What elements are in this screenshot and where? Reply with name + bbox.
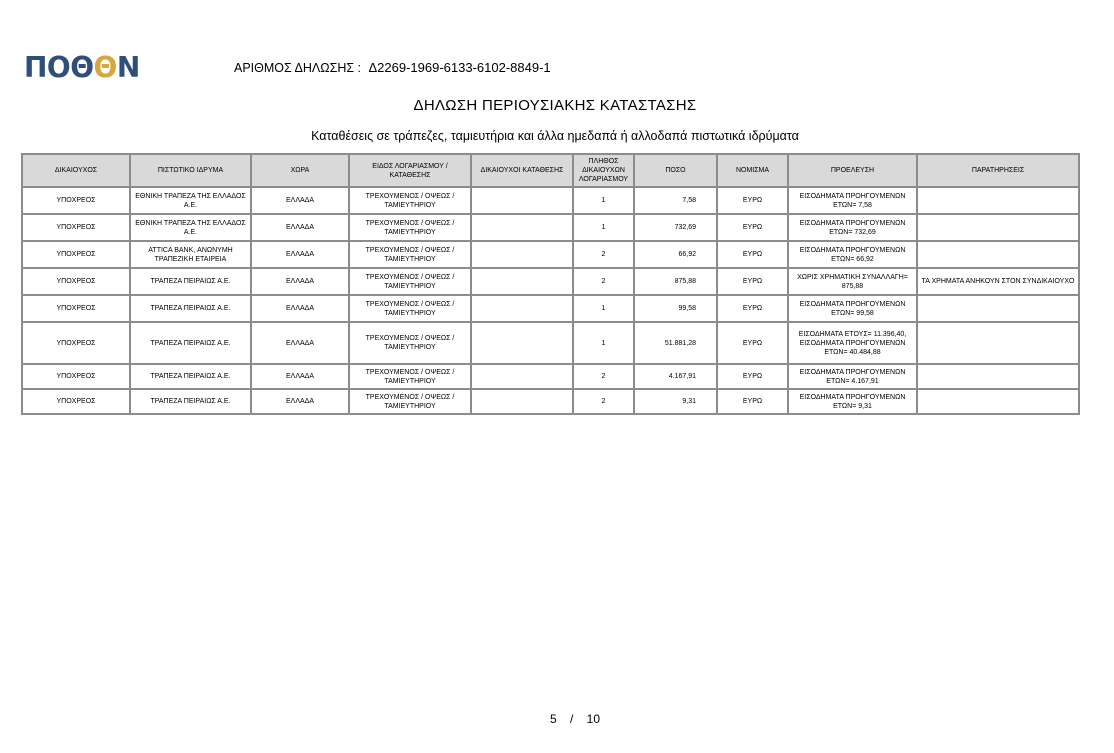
table-cell — [917, 214, 1079, 241]
page-title: ΔΗΛΩΣΗ ΠΕΡΙΟΥΣΙΑΚΗΣ ΚΑΤΑΣΤΑΣΗΣ — [413, 97, 697, 114]
table-cell: 66,92 — [634, 241, 717, 268]
column-header: ΠΙΣΤΩΤΙΚΟ ΙΔΡΥΜΑ — [130, 154, 251, 187]
declaration-number-line — [234, 60, 551, 75]
table-cell: ΕΙΣΟΔΗΜΑΤΑ ΠΡΟΗΓΟΥΜΕΝΩΝ ΕΤΩΝ= 99,58 — [788, 295, 917, 322]
table-cell — [471, 241, 573, 268]
table-cell: ΕΘΝΙΚΗ ΤΡΑΠΕΖΑ ΤΗΣ ΕΛΛΑΔΟΣ Α.Ε. — [130, 214, 251, 241]
column-header: ΔΙΚΑΙΟΥΧΟΣ — [22, 154, 130, 187]
table-cell: ΕΥΡΩ — [717, 295, 788, 322]
column-header: ΠΛΗΘΟΣ ΔΙΚΑΙΟΥΧΩΝ ΛΟΓΑΡΙΑΣΜΟΥ — [573, 154, 634, 187]
table-cell: ΕΙΣΟΔΗΜΑΤΑ ΠΡΟΗΓΟΥΜΕΝΩΝ ΕΤΩΝ= 4.167,91 — [788, 364, 917, 389]
table-cell: ΤΡΕΧΟΥΜΕΝΟΣ / ΟΨΕΩΣ / ΤΑΜΙΕΥΤΗΡΙΟΥ — [349, 322, 471, 364]
table-cell: ΕΘΝΙΚΗ ΤΡΑΠΕΖΑ ΤΗΣ ΕΛΛΑΔΟΣ Α.Ε. — [130, 187, 251, 214]
table-cell: ΥΠΟΧΡΕΟΣ — [22, 295, 130, 322]
table-cell: 4.167,91 — [634, 364, 717, 389]
table-cell: ΥΠΟΧΡΕΟΣ — [22, 389, 130, 414]
table-row — [22, 214, 1079, 241]
declaration-number: Δ2269-1969-6133-6102-8849-1 — [368, 60, 551, 75]
table-cell: ΥΠΟΧΡΕΟΣ — [22, 364, 130, 389]
column-header: ΕΙΔΟΣ ΛΟΓΑΡΙΑΣΜΟΥ / ΚΑΤΑΘΕΣΗΣ — [349, 154, 471, 187]
table-cell: ΕΙΣΟΔΗΜΑΤΑ ΠΡΟΗΓΟΥΜΕΝΩΝ ΕΤΩΝ= 7,58 — [788, 187, 917, 214]
column-header: ΠΑΡΑΤΗΡΗΣΕΙΣ — [917, 154, 1079, 187]
table-cell: ΕΛΛΑΔΑ — [251, 268, 349, 295]
table-cell: 1 — [573, 295, 634, 322]
table-cell: ΤΡΕΧΟΥΜΕΝΟΣ / ΟΨΕΩΣ / ΤΑΜΙΕΥΤΗΡΙΟΥ — [349, 187, 471, 214]
pagination — [0, 712, 1114, 726]
table-cell: ΕΙΣΟΔΗΜΑΤΑ ΠΡΟΗΓΟΥΜΕΝΩΝ ΕΤΩΝ= 732,69 — [788, 214, 917, 241]
table-cell — [471, 389, 573, 414]
table-cell: ΤΡΑΠΕΖΑ ΠΕΙΡΑΙΩΣ Α.Ε. — [130, 364, 251, 389]
table-cell: ΕΥΡΩ — [717, 241, 788, 268]
table-cell: ΤΑ ΧΡΗΜΑΤΑ ΑΝΗΚΟΥΝ ΣΤΟΝ ΣΥΝΔΙΚΑΙΟΥΧΟ — [917, 268, 1079, 295]
table-cell: ΕΙΣΟΔΗΜΑΤΑ ΠΡΟΗΓΟΥΜΕΝΩΝ ΕΤΩΝ= 66,92 — [788, 241, 917, 268]
table-cell: 99,58 — [634, 295, 717, 322]
table-cell: ΤΡΕΧΟΥΜΕΝΟΣ / ΟΨΕΩΣ / ΤΑΜΙΕΥΤΗΡΙΟΥ — [349, 364, 471, 389]
section-subtitle: Καταθέσεις σε τράπεζες, ταμιευτήρια και άλλα ημεδαπά ή αλλοδαπά πιστωτικά ιδρύματα — [311, 129, 799, 143]
table-cell: ΕΥΡΩ — [717, 389, 788, 414]
table-cell: ΕΛΛΑΔΑ — [251, 241, 349, 268]
table-row — [22, 364, 1079, 389]
table-cell: ΧΩΡΙΣ ΧΡΗΜΑΤΙΚΗ ΣΥΝΑΛΛΑΓΗ= 875,88 — [788, 268, 917, 295]
table-cell: ΕΛΛΑΔΑ — [251, 187, 349, 214]
table-cell — [471, 214, 573, 241]
deposits-table — [21, 153, 1080, 415]
table-cell: 1 — [573, 187, 634, 214]
table-cell: ΤΡΕΧΟΥΜΕΝΟΣ / ΟΨΕΩΣ / ΤΑΜΙΕΥΤΗΡΙΟΥ — [349, 389, 471, 414]
table-cell: ΥΠΟΧΡΕΟΣ — [22, 268, 130, 295]
column-header: ΠΡΟΕΛΕΥΣΗ — [788, 154, 917, 187]
table-cell: ΕΥΡΩ — [717, 268, 788, 295]
table-cell — [471, 364, 573, 389]
pothen-logo — [24, 52, 140, 84]
table-cell: 2 — [573, 268, 634, 295]
table-cell: ΤΡΕΧΟΥΜΕΝΟΣ / ΟΨΕΩΣ / ΤΑΜΙΕΥΤΗΡΙΟΥ — [349, 241, 471, 268]
table-cell: ΤΡΕΧΟΥΜΕΝΟΣ / ΟΨΕΩΣ / ΤΑΜΙΕΥΤΗΡΙΟΥ — [349, 268, 471, 295]
table-cell: ΤΡΕΧΟΥΜΕΝΟΣ / ΟΨΕΩΣ / ΤΑΜΙΕΥΤΗΡΙΟΥ — [349, 214, 471, 241]
table-cell: 1 — [573, 214, 634, 241]
table-cell — [917, 364, 1079, 389]
table-cell: 7,58 — [634, 187, 717, 214]
table-cell: 2 — [573, 389, 634, 414]
table-cell: ΕΛΛΑΔΑ — [251, 322, 349, 364]
table-cell: 9,31 — [634, 389, 717, 414]
table-cell: ΤΡΑΠΕΖΑ ΠΕΙΡΑΙΩΣ Α.Ε. — [130, 322, 251, 364]
table-cell: ΕΛΛΑΔΑ — [251, 389, 349, 414]
column-header: ΠΟΣΟ — [634, 154, 717, 187]
table-cell: 2 — [573, 241, 634, 268]
logo-text-end: Ν — [116, 51, 140, 84]
table-cell — [917, 241, 1079, 268]
table-cell — [917, 389, 1079, 414]
table-row — [22, 389, 1079, 414]
table-cell: ΤΡΑΠΕΖΑ ΠΕΙΡΑΙΩΣ Α.Ε. — [130, 389, 251, 414]
table-cell: 875,88 — [634, 268, 717, 295]
table-cell: ΕΙΣΟΔΗΜΑΤΑ ΕΤΟΥΣ= 11.396,40, ΕΙΣΟΔΗΜΑΤΑ ΠΡΟΗΓΟΥΜΕΝΩΝ ΕΤΩΝ= 40.484,88 — [788, 322, 917, 364]
table-cell: ΕΛΛΑΔΑ — [251, 214, 349, 241]
table-cell: ΕΙΣΟΔΗΜΑΤΑ ΠΡΟΗΓΟΥΜΕΝΩΝ ΕΤΩΝ= 9,31 — [788, 389, 917, 414]
table-cell: 1 — [573, 322, 634, 364]
table-cell — [471, 295, 573, 322]
table-row — [22, 295, 1079, 322]
table-cell: ΥΠΟΧΡΕΟΣ — [22, 322, 130, 364]
table-cell: ΥΠΟΧΡΕΟΣ — [22, 214, 130, 241]
table-cell: ΤΡΑΠΕΖΑ ΠΕΙΡΑΙΩΣ Α.Ε. — [130, 268, 251, 295]
table-cell: 2 — [573, 364, 634, 389]
table-row — [22, 268, 1079, 295]
table-cell — [471, 268, 573, 295]
table-cell: ΤΡΕΧΟΥΜΕΝΟΣ / ΟΨΕΩΣ / ΤΑΜΙΕΥΤΗΡΙΟΥ — [349, 295, 471, 322]
table-cell: ΥΠΟΧΡΕΟΣ — [22, 241, 130, 268]
column-header: ΝΟΜΙΣΜΑ — [717, 154, 788, 187]
table-cell: 51.881,28 — [634, 322, 717, 364]
table-row — [22, 241, 1079, 268]
table-cell: ΕΥΡΩ — [717, 187, 788, 214]
table-cell — [471, 187, 573, 214]
current-page: 5 — [549, 712, 557, 726]
table-cell — [917, 322, 1079, 364]
table-cell: ΥΠΟΧΡΕΟΣ — [22, 187, 130, 214]
column-header: ΧΩΡΑ — [251, 154, 349, 187]
page-separator: / — [569, 712, 574, 726]
logo-text-start: ΠΟΘ — [24, 51, 94, 84]
table-cell — [917, 187, 1079, 214]
table-cell: ATTICA BANK, ΑΝΩΝΥΜΗ ΤΡΑΠΕΖΙΚΗ ΕΤΑΙΡΕΙΑ — [130, 241, 251, 268]
table-cell: ΕΛΛΑΔΑ — [251, 295, 349, 322]
table-cell: ΕΥΡΩ — [717, 214, 788, 241]
total-pages: 10 — [586, 712, 601, 726]
table-row — [22, 187, 1079, 214]
table-row — [22, 322, 1079, 364]
table-cell: ΕΥΡΩ — [717, 364, 788, 389]
table-header-row — [22, 154, 1079, 187]
column-header: ΔΙΚΑΙΟΥΧΟΙ ΚΑΤΑΘΕΣΗΣ — [471, 154, 573, 187]
table-cell: ΤΡΑΠΕΖΑ ΠΕΙΡΑΙΩΣ Α.Ε. — [130, 295, 251, 322]
table-cell: 732,69 — [634, 214, 717, 241]
table-cell — [471, 322, 573, 364]
declaration-label: ΑΡΙΘΜΟΣ ΔΗΛΩΣΗΣ : — [234, 61, 362, 75]
logo-text-accent: Θ — [93, 51, 117, 84]
table-cell: ΕΥΡΩ — [717, 322, 788, 364]
table-cell: ΕΛΛΑΔΑ — [251, 364, 349, 389]
table-cell — [917, 295, 1079, 322]
